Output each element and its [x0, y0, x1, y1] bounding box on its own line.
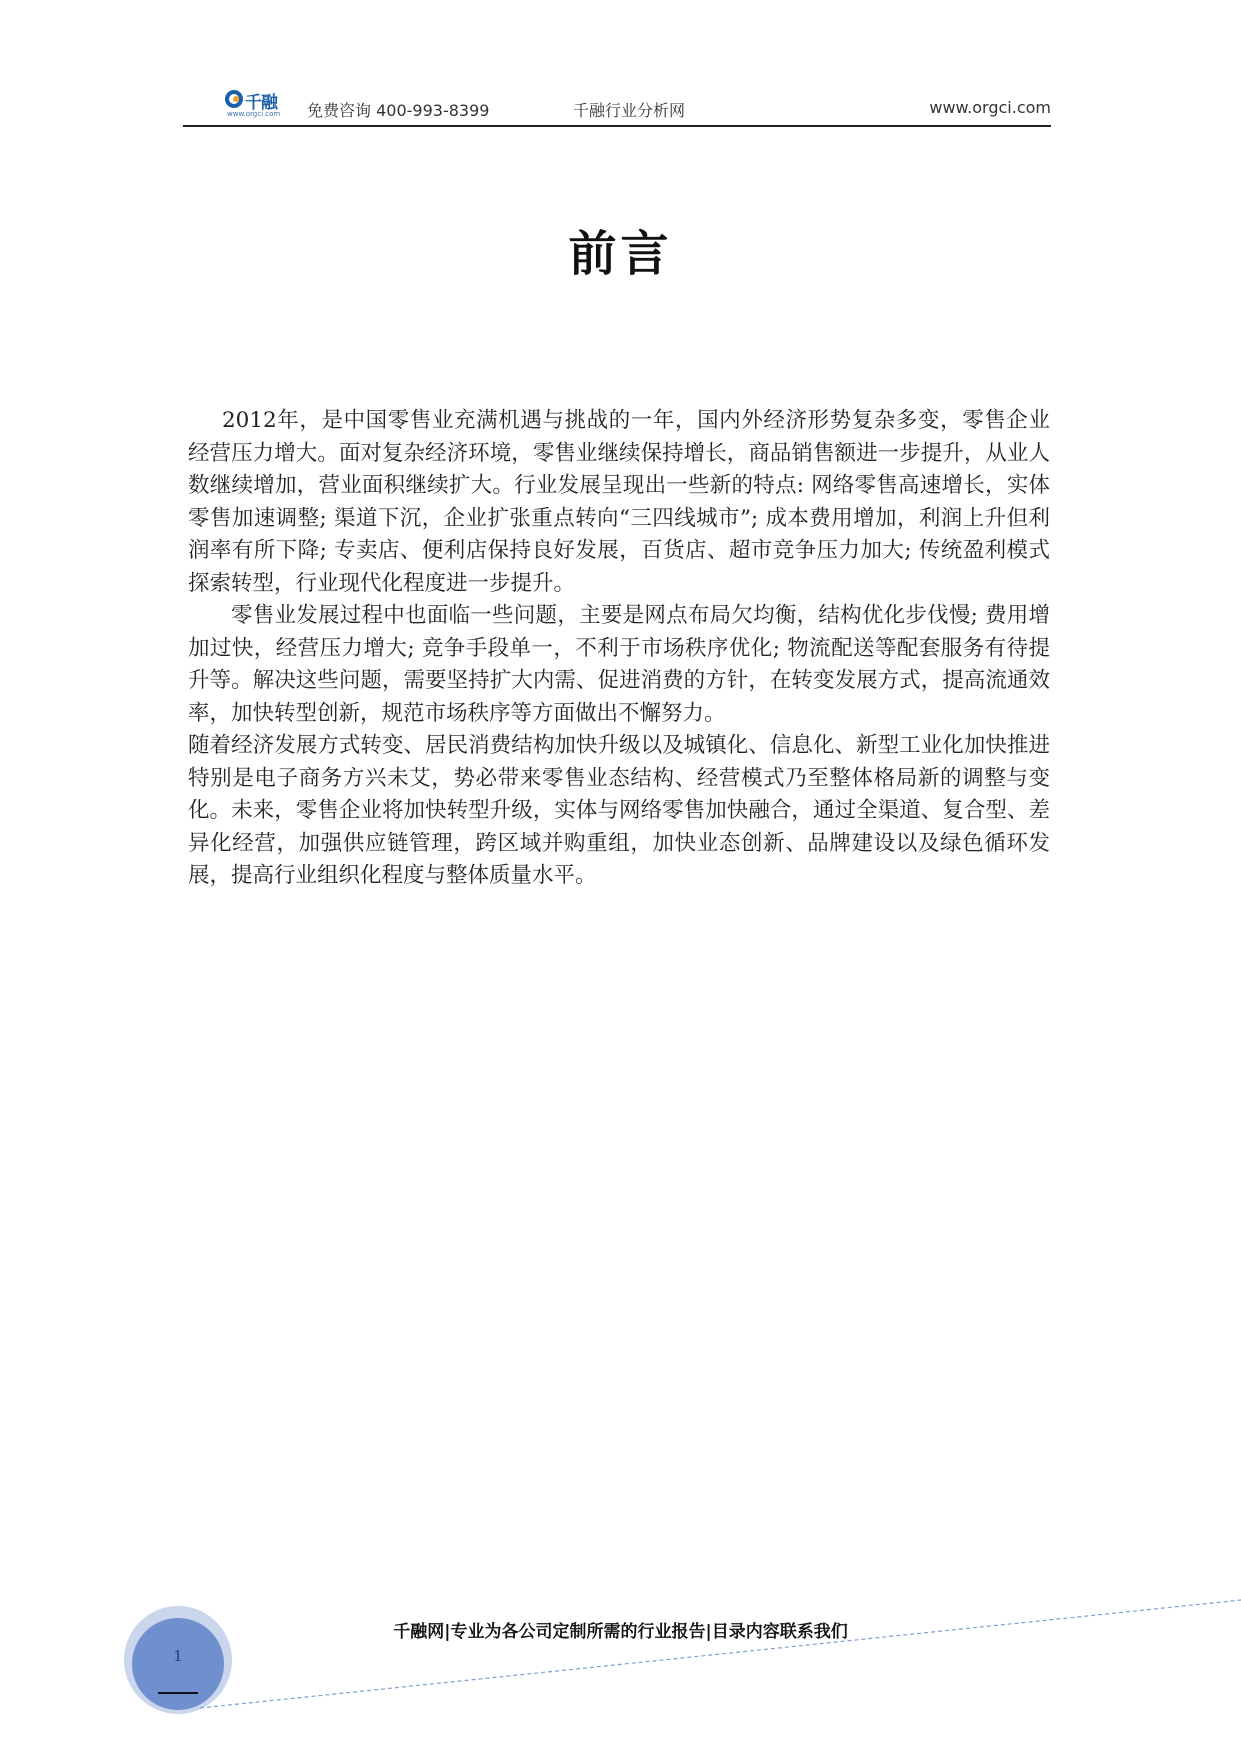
paragraph: 2012年，是中国零售业充满机遇与挑战的一年，国内外经济形势复杂多变，零售企业经营压力增大。面对复杂经济环境，零售业继续保持增长，商品销售额进一步提升，从业人数继续增加，营业面积继续扩大。行业发展呈现出一些新的特点: 网络零售高速增长，实体零售加速调整; 渠道下沉，企业扩张重点转向“三四线城市”; 成本费用增加，利润上升但利润率有所下降; 专卖店、便利店保持良好发展，百货店、超市竞争压力加大; 传统盈利模式探索转型，行业现代化程度进一步提升。	[188, 408, 1050, 596]
document-body	[188, 405, 1050, 893]
header-phone: 免费咨询 400-993-8399	[307, 101, 490, 120]
footer-decoration	[0, 1580, 1241, 1754]
paragraph: 随着经济发展方式转变、居民消费结构加快升级以及城镇化、信息化、新型工业化加快推进特别是电子商务方兴未艾，势必带来零售业态结构、经营模式乃至整体格局新的调整与变化。未来，零售企业将加快转型升级，实体与网络零售加快融合，通过全渠道、复合型、差异化经营，加强供应链管理，跨区域并购重组，加快业态创新、品牌建设以及绿色循环发展，提高行业组织化程度与整体质量水平。	[188, 733, 1050, 888]
logo-url: www.orgci.com	[227, 110, 281, 118]
page-title: 前言	[568, 226, 673, 282]
page-number: 1	[173, 1647, 183, 1665]
page-header	[183, 88, 1051, 126]
header-divider	[183, 125, 1051, 127]
footer-text[interactable]: 千融网|专业为各公司定制所需的行业报告|目录内容联系我们	[393, 1622, 848, 1642]
logo-text: 千融	[245, 93, 277, 113]
paragraph: 零售业发展过程中也面临一些问题，主要是网点布局欠均衡，结构优化步伐慢; 费用增加过快，经营压力增大; 竞争手段单一，不利于市场秩序优化; 物流配送等配套服务有待提升等。解决这些问题，需要坚持扩大内需、促进消费的方针，在转变发展方式，提高流通效率，加快转型创新，规范市场秩序等方面做出不懈努力。	[188, 603, 1050, 726]
qianrong-logo	[223, 88, 295, 122]
header-url[interactable]: www.orgci.com	[929, 98, 1051, 117]
page-number-underline	[158, 1692, 198, 1694]
logo-swirl-icon	[223, 88, 247, 110]
header-site-name: 千融行业分析网	[573, 101, 686, 120]
